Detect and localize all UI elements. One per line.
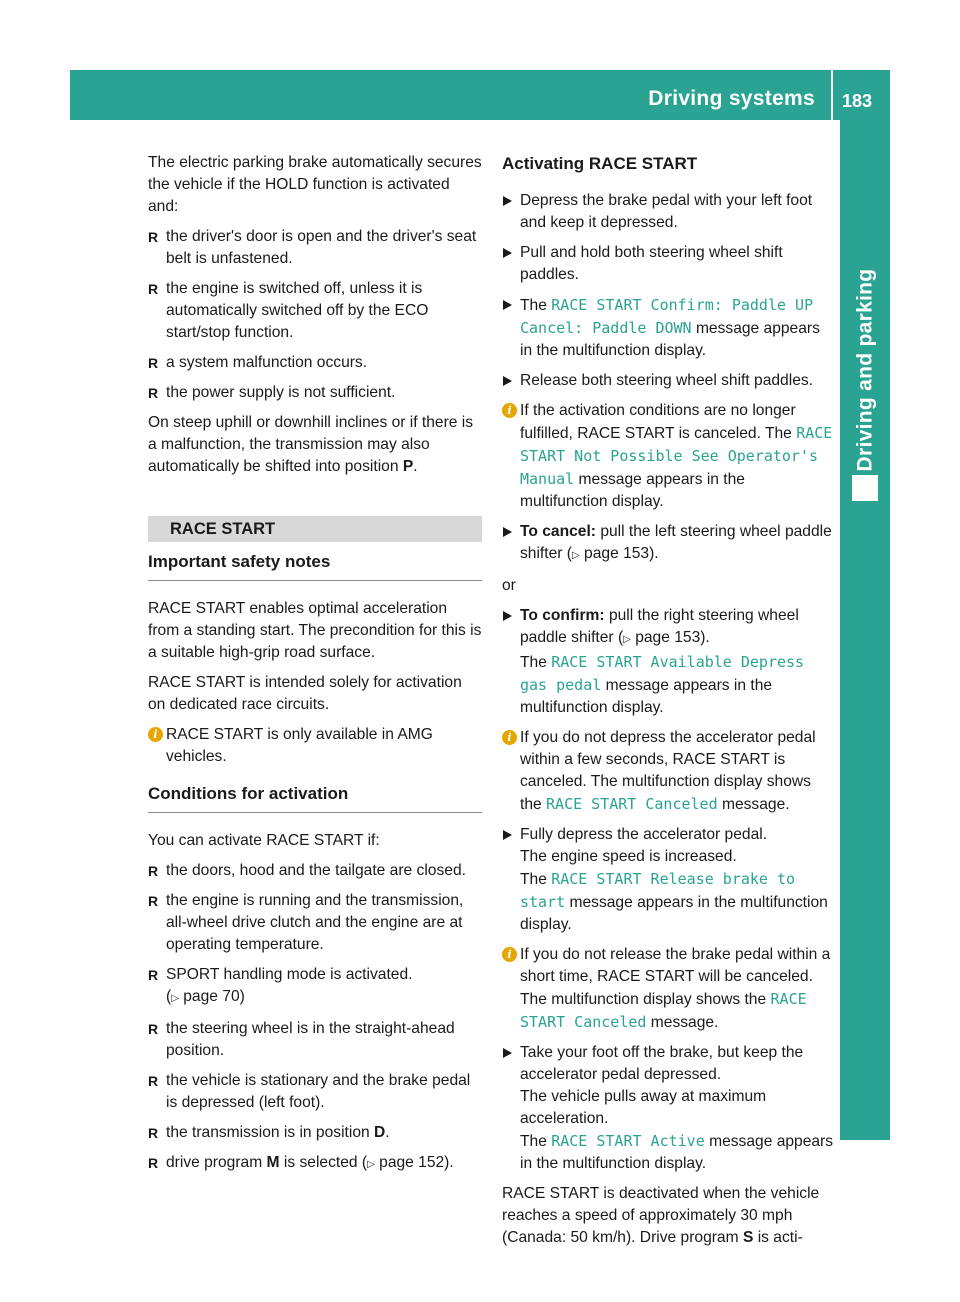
- race-start-banner: RACE START: [148, 516, 482, 542]
- activating-heading: Activating RACE START: [502, 154, 698, 173]
- side-tab: [838, 265, 892, 475]
- display-message: RACE START Confirm: Paddle UP Cancel: Paddle DOWN: [520, 296, 814, 337]
- list-item: R the doors, hood and the tailgate are closed.: [148, 860, 482, 882]
- side-tab-label: Driving and parking: [853, 268, 876, 472]
- page-ref-icon: ▷: [623, 634, 631, 645]
- display-message: RACE START Not Possible See Operator's Manual: [520, 424, 833, 488]
- instruction-step: Take your foot off the brake, but keep the accelerator pedal depressed. The vehicle pulls away at maximum acceleration. The RACE START Active message appears in the multifunction display.: [502, 1042, 834, 1175]
- info-note: i RACE START is only available in AMG vehicles.: [148, 724, 482, 768]
- display-message: RACE START Canceled: [520, 990, 807, 1031]
- safety-paragraph: RACE START enables optimal acceleration from a standing start. The precondition for this is a suitable high-grip road surface.: [148, 600, 482, 661]
- info-note: i If you do not release the brake pedal within a short time, RACE START will be canceled. The multifunction display shows the RACE START Canceled message.: [502, 944, 834, 1034]
- list-item: R the engine is running and the transmission, all-wheel drive clutch and the engine are at operating temperature.: [148, 890, 482, 956]
- instruction-step: Pull and hold both steering wheel shift paddles.: [502, 242, 834, 286]
- safety-paragraph: RACE START is intended solely for activation on dedicated race circuits.: [148, 674, 462, 713]
- incline-paragraph: On steep uphill or downhill inclines or if there is a malfunction, the transmission may also automatically be shifted into position P.: [148, 414, 474, 475]
- final-paragraph: RACE START is deactivated when the vehicle reaches a speed of approximately 30 mph (Canada: 50 km/h). Drive program S is acti-: [502, 1185, 820, 1246]
- list-item: R the transmission is in position D.: [148, 1122, 482, 1144]
- header-divider: [831, 70, 833, 120]
- info-note: i If you do not depress the accelerator pedal within a few seconds, RACE START is canceled. The multifunction display shows the RACE START Canceled message.: [502, 727, 834, 816]
- instruction-step: To cancel: pull the left steering wheel paddle shifter (▷ page 153).: [502, 521, 834, 567]
- info-note: i If the activation conditions are no longer fulfilled, RACE START is canceled. The RACE START Not Possible See Operator's Manual message appears in the multifunction display.: [502, 400, 834, 513]
- list-item: R the steering wheel is in the straight-ahead position.: [148, 1018, 482, 1062]
- page-ref-icon: ▷: [572, 550, 580, 561]
- conditions-intro: You can activate RACE START if:: [148, 832, 380, 849]
- left-column: [148, 152, 482, 1184]
- section-title: Driving systems: [648, 87, 815, 110]
- list-item: R the engine is switched off, unless it is automatically switched off by the ECO start/stop function.: [148, 278, 482, 344]
- page-ref-icon: ▷: [367, 1159, 375, 1170]
- instruction-step: To confirm: pull the right steering wheel paddle shifter (▷ page 153). The RACE START Available Depress gas pedal message appears in the multifunction display.: [502, 605, 834, 719]
- instruction-step: Depress the brake pedal with your left foot and keep it depressed.: [502, 190, 834, 234]
- instruction-step: Release both steering wheel shift paddles.: [502, 370, 834, 392]
- display-message: RACE START Release brake to start: [520, 870, 796, 911]
- side-tab-marker: [852, 475, 878, 501]
- display-message: RACE START Active: [551, 1132, 705, 1150]
- hold-intro: The electric parking brake automatically secures the vehicle if the HOLD function is activated and:: [148, 154, 482, 215]
- conditions-heading: Conditions for activation: [148, 782, 482, 813]
- page-ref-icon: ▷: [171, 993, 179, 1004]
- instruction-step: The RACE START Confirm: Paddle UP Cancel: Paddle DOWN message appears in the multifunction display.: [502, 294, 834, 362]
- list-item: R the power supply is not sufficient.: [148, 382, 482, 404]
- list-item: R the vehicle is stationary and the brake pedal is depressed (left foot).: [148, 1070, 482, 1114]
- safety-heading: Important safety notes: [148, 550, 482, 581]
- list-item: R drive program M is selected (▷ page 152).: [148, 1152, 482, 1176]
- info-icon: i: [502, 730, 517, 745]
- right-column: [502, 152, 834, 1257]
- page-number: 183: [842, 91, 873, 111]
- list-item: R a system malfunction occurs.: [148, 352, 482, 374]
- list-item: R SPORT handling mode is activated. (▷ page 70): [148, 964, 482, 1010]
- list-item: R the driver's door is open and the driver's seat belt is unfastened.: [148, 226, 482, 270]
- info-icon: i: [502, 947, 517, 962]
- instruction-step: Fully depress the accelerator pedal. The engine speed is increased. The RACE START Release brake to start message appears in the multifunction display.: [502, 824, 834, 936]
- info-icon: i: [148, 727, 163, 742]
- display-message: RACE START Canceled: [546, 795, 718, 813]
- info-icon: i: [502, 403, 517, 418]
- display-message: RACE START Available Depress gas pedal: [520, 653, 805, 694]
- or-text: or: [502, 577, 516, 594]
